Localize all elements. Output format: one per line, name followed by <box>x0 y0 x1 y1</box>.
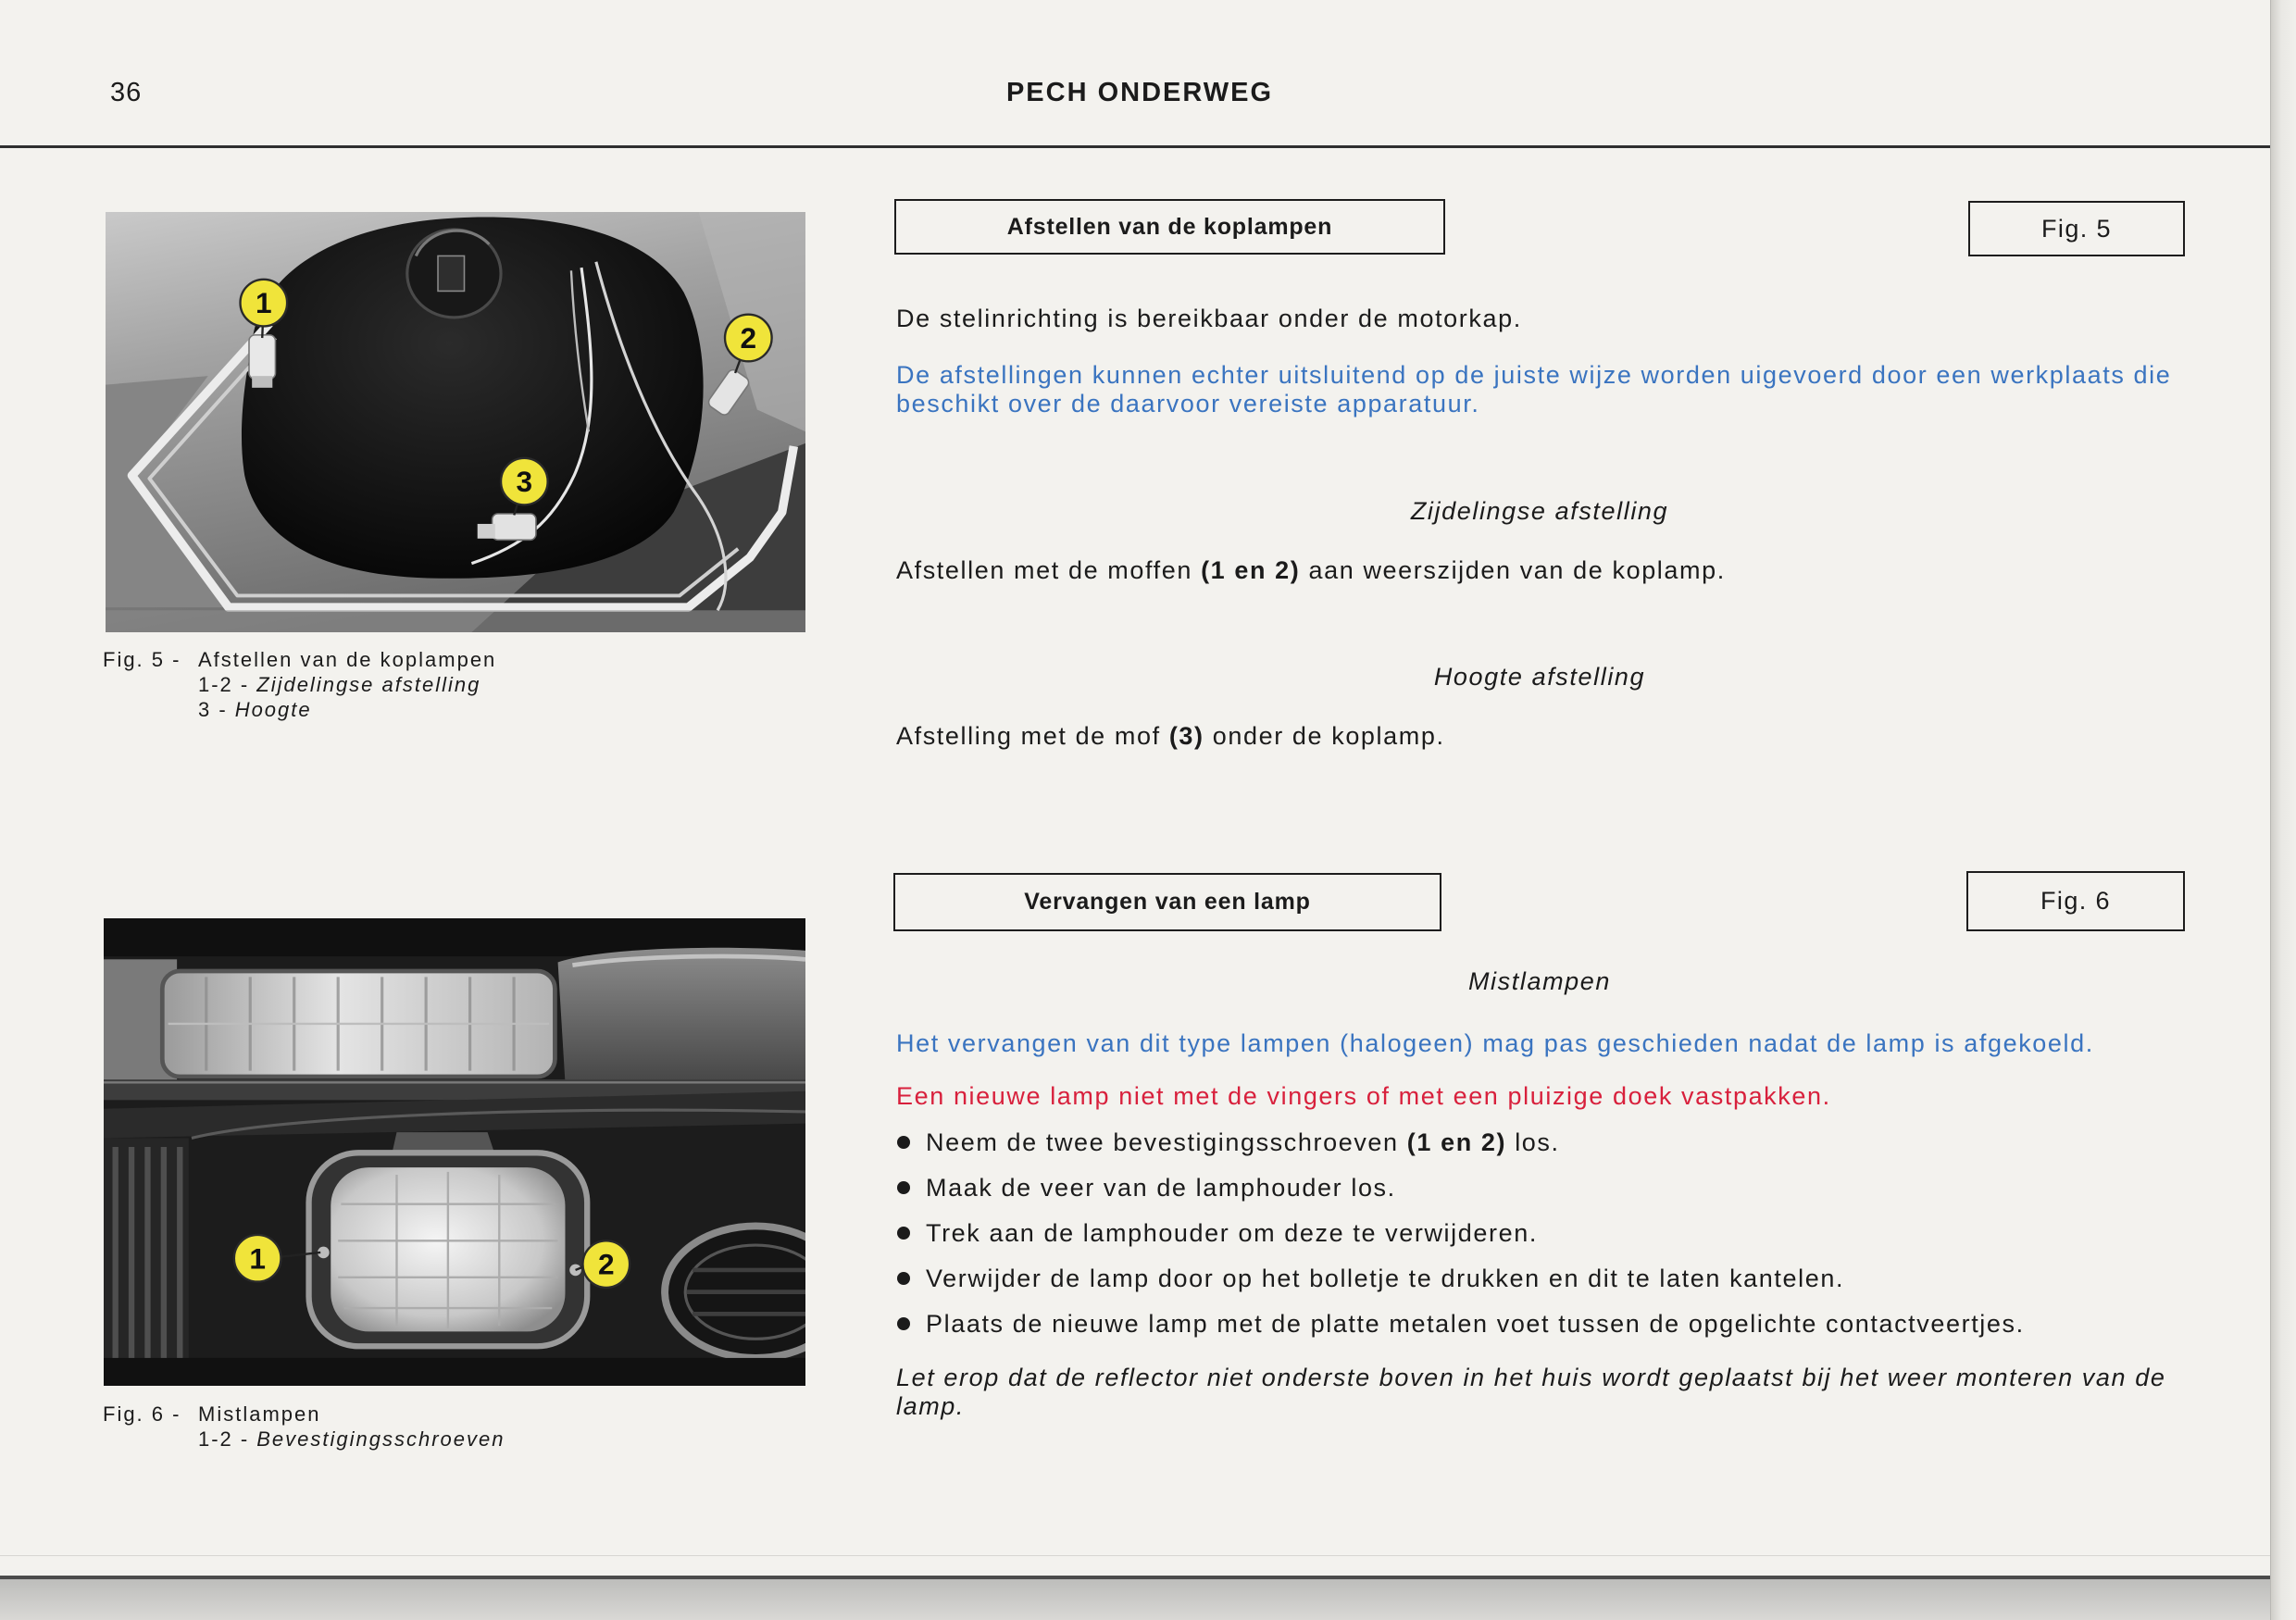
figure-5-photo <box>106 212 805 632</box>
step-item <box>894 1302 2025 1347</box>
page-right-edge <box>2270 0 2296 1620</box>
bottom-band <box>104 1358 805 1386</box>
bullet-icon <box>897 1317 910 1330</box>
chapter-title: PECH ONDERWEG <box>1005 78 1274 107</box>
step-item <box>894 1120 2025 1165</box>
note-line: beschikt over de daarvoor vereiste apparatuur. <box>896 390 1480 417</box>
page-bottom-edge <box>0 1576 2296 1620</box>
callout-1 <box>241 280 288 327</box>
reflector-note <box>896 1364 2165 1421</box>
headlamp-lens <box>162 971 555 1077</box>
caption-title: Mistlampen <box>198 1402 321 1426</box>
bulb-cap <box>407 230 501 318</box>
adjuster-knob-1 <box>249 335 275 388</box>
text-part: Neem de twee bevestigingsschroeven <box>926 1128 1407 1156</box>
caption-fig-label: Fig. 6 - <box>103 1402 181 1426</box>
section-1-workshop-note <box>896 361 2171 418</box>
step-item <box>894 1165 2025 1211</box>
callout-2 <box>582 1240 630 1288</box>
callout-3-label: 3 <box>516 465 533 499</box>
caption-item-text: Zijdelingse afstelling <box>256 673 481 696</box>
callout-3 <box>501 458 548 505</box>
lateral-adjustment-text <box>896 556 1726 585</box>
text-part: Afstellen met de moffen <box>896 556 1202 584</box>
text-part: Afstelling met de mof <box>896 722 1169 750</box>
text-part: aan weerszijden van de koplamp. <box>1300 556 1726 584</box>
caption-title-row <box>103 647 496 672</box>
text-bold-ref: (3) <box>1168 722 1204 750</box>
section-1-fig-ref: Fig. 5 <box>1968 201 2185 256</box>
section-1-intro: De stelinrichting is bereikbaar onder de motorkap. <box>896 305 1522 332</box>
subheading-lateral-adjustment: Zijdelingse afstelling <box>1410 497 1669 525</box>
fog-lamp <box>309 1153 588 1346</box>
caption-item-num: 3 - <box>198 698 228 721</box>
callout-2-label: 2 <box>740 321 757 355</box>
subheading-height-adjustment: Hoogte afstelling <box>1433 663 1646 691</box>
grille <box>104 1138 189 1386</box>
figure-6-photo <box>104 918 805 1386</box>
callout-1-label: 1 <box>256 286 272 320</box>
note-line: lamp. <box>896 1392 966 1420</box>
figure-6-caption <box>103 1402 505 1452</box>
subheading-fog-lamps: Mistlampen <box>1467 967 1612 995</box>
figure-5-caption <box>103 647 496 722</box>
body-panel <box>558 948 805 1083</box>
page-number: 36 <box>110 78 143 107</box>
text-bold-ref: (1 en 2) <box>1406 1128 1507 1156</box>
bullet-icon <box>897 1272 910 1285</box>
callout-2-label: 2 <box>597 1247 615 1281</box>
step-text: Trek aan de lamphouder om deze te verwijderen. <box>926 1219 1538 1247</box>
text-part: onder de koplamp. <box>1204 722 1445 750</box>
bullet-icon <box>897 1181 910 1194</box>
caption-item <box>103 1427 505 1452</box>
bullet-icon <box>897 1227 910 1240</box>
section-1-heading: Afstellen van de koplampen <box>894 199 1445 255</box>
step-text: Verwijder de lamp door op het bolletje te drukken en dit te laten kantelen. <box>926 1265 1845 1292</box>
text-part: los. <box>1506 1128 1560 1156</box>
caption-item-num: 1-2 - <box>198 673 250 696</box>
handling-warning: Een nieuwe lamp niet met de vingers of met een pluizige doek vastpakken. <box>896 1082 1831 1110</box>
step-item <box>894 1211 2025 1256</box>
step-text: Plaats de nieuwe lamp met de platte metalen voet tussen de opgelichte contactveertjes. <box>926 1310 2025 1338</box>
caption-item <box>103 672 496 697</box>
note-line: Let erop dat de reflector niet onderste boven in het huis wordt geplaatst bij het weer monteren van de <box>896 1364 2166 1391</box>
height-adjustment-text <box>896 722 1445 751</box>
caption-title: Afstellen van de koplampen <box>198 648 497 671</box>
caption-item-text: Hoogte <box>234 698 312 721</box>
caption-item <box>103 697 496 722</box>
section-2-heading: Vervangen van een lamp <box>893 873 1441 931</box>
replacement-steps <box>894 1120 2025 1347</box>
caption-fig-label: Fig. 5 - <box>103 648 181 671</box>
note-line: De afstellingen kunnen echter uitsluitend op de juiste wijze worden uigevoerd door een werkplaats die <box>896 361 2172 389</box>
caption-item-num: 1-2 - <box>198 1427 250 1451</box>
caption-title-row <box>103 1402 505 1427</box>
bullet-icon <box>897 1136 910 1149</box>
step-text: Maak de veer van de lamphouder los. <box>926 1174 1396 1202</box>
halogen-info: Het vervangen van dit type lampen (halogeen) mag pas geschieden nadat de lamp is afgekoeld. <box>896 1029 2094 1057</box>
callout-2 <box>725 315 772 362</box>
step-item <box>894 1256 2025 1302</box>
callout-1-label: 1 <box>249 1241 266 1276</box>
section-2-fig-ref: Fig. 6 <box>1966 871 2185 931</box>
text-bold-ref: (1 en 2) <box>1201 556 1301 584</box>
callout-1 <box>234 1235 281 1282</box>
air-vent <box>665 1226 805 1357</box>
scan-line <box>0 1555 2270 1556</box>
header-rule <box>0 145 2270 148</box>
caption-item-text: Bevestigingsschroeven <box>256 1427 505 1451</box>
